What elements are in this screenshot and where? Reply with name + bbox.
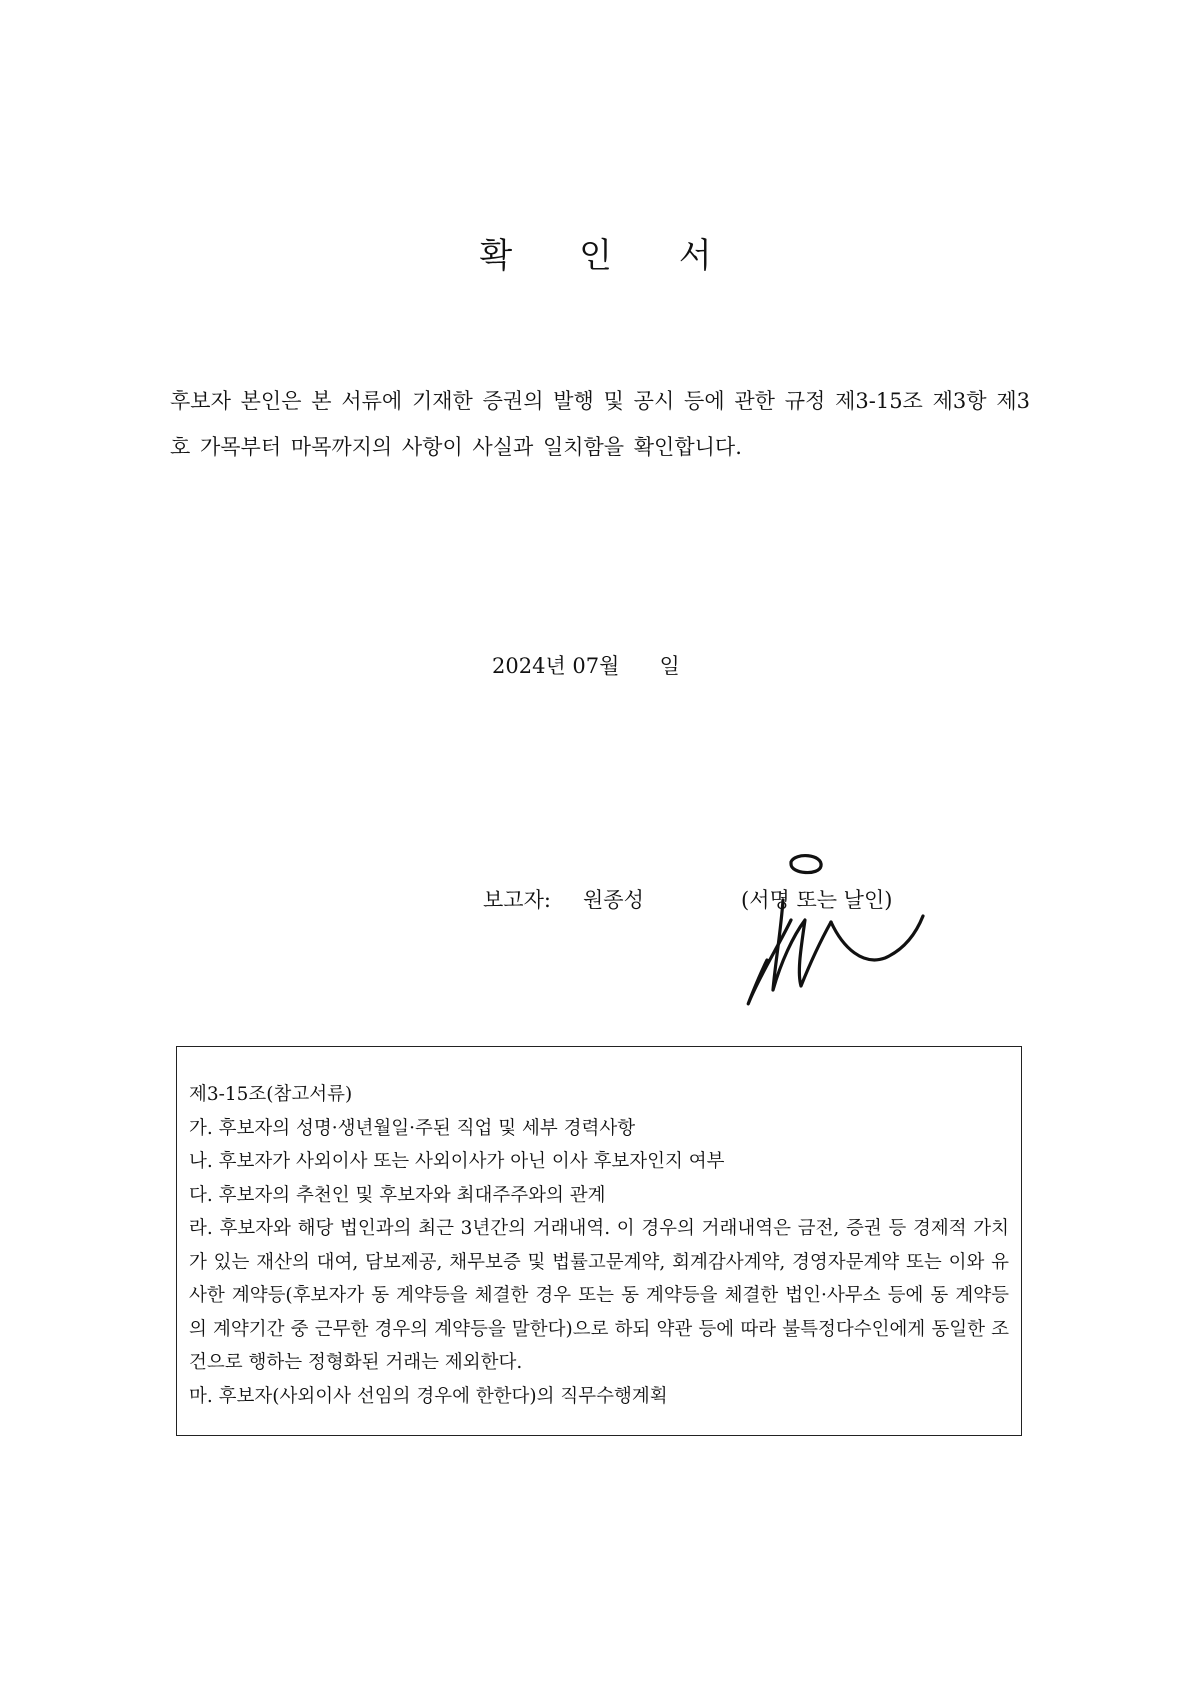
reference-item: 나. 후보자가 사외이사 또는 사외이사가 아닌 이사 후보자인지 여부 xyxy=(189,1151,725,1172)
reference-item: 마. 후보자(사외이사 선임의 경우에 한한다)의 직무수행계획 xyxy=(189,1385,668,1407)
signature-note: (서명 또는 날인) xyxy=(741,888,893,912)
reference-heading: 제3-15조(참고서류) xyxy=(189,1084,353,1105)
reference-item: 라. 후보자와 해당 법인과의 최근 3년간의 거래내역. 이 경우의 거래내역은 금전, 증권 등 경제적 가치가 있는 재산의 대여, 담보제공, 채무보증 및 법률고문계약, 회계감사계약, 경영자문계약 또는 이와 유사한 계약등(후보자가 동 계약등을 체결한 경우 또는 동 계약등을 체결한 법인·사무소 등에 동 계약등의 계약기간 중 근무한 경우의 계약등을 말한다)으로 하되 약관 등에 따라 불특정다수인에게 동일한 조건으로 행하는 정형화된 거래는 제외한다. xyxy=(189,1218,1009,1373)
reporter-name: 원종성 xyxy=(583,888,644,912)
document-date: 2024년 07월 일 xyxy=(492,654,680,678)
handwritten-signature xyxy=(735,850,935,1020)
reference-item: 다. 후보자의 추천인 및 후보자와 최대주주와의 관계 xyxy=(189,1184,606,1206)
reporter-label: 보고자: xyxy=(483,888,551,912)
reference-item: 가. 후보자의 성명·생년월일·주된 직업 및 세부 경력사항 xyxy=(189,1117,636,1139)
reference-box xyxy=(176,1046,1022,1436)
document-title: 확 인 서 xyxy=(479,236,740,276)
confirmation-statement: 후보자 본인은 본 서류에 기재한 증권의 발행 및 공시 등에 관한 규정 제3-15조 제3항 제3호 가목부터 마목까지의 사항이 사실과 일치함을 확인합니다. xyxy=(170,389,1030,459)
